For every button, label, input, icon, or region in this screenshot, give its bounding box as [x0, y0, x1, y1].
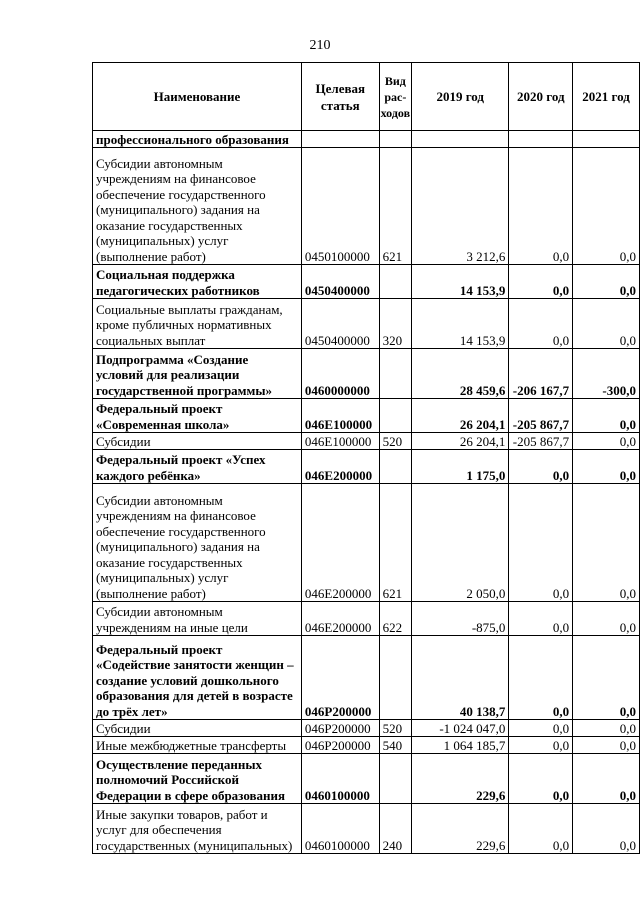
table-row — [93, 450, 640, 484]
row-type — [379, 265, 411, 299]
row-code: 046E200000 — [301, 484, 379, 602]
table-row — [93, 299, 640, 349]
row-2021: 0,0 — [573, 265, 640, 299]
row-2019: 26 204,1 — [412, 433, 509, 450]
row-2021: 0,0 — [573, 433, 640, 450]
row-2021: 0,0 — [573, 484, 640, 602]
row-2020: 0,0 — [509, 265, 573, 299]
row-type: 240 — [379, 804, 411, 854]
row-2021: 0,0 — [573, 148, 640, 265]
row-2020: -205 867,7 — [509, 433, 573, 450]
row-name: Социальные выплаты гражданам, кроме публичных нормативных социальных выплат — [93, 299, 302, 349]
row-2021: 0,0 — [573, 737, 640, 754]
table-row — [93, 484, 640, 602]
row-2019: 40 138,7 — [412, 636, 509, 720]
row-2021: 0,0 — [573, 450, 640, 484]
row-type: 540 — [379, 737, 411, 754]
row-type: 621 — [379, 484, 411, 602]
table-row — [93, 148, 640, 265]
row-name: Федеральный проект «Современная школа» — [93, 399, 302, 433]
table-row — [93, 804, 640, 854]
row-2020: 0,0 — [509, 636, 573, 720]
row-code: 0450400000 — [301, 265, 379, 299]
row-2019: 28 459,6 — [412, 349, 509, 399]
table-row — [93, 131, 640, 148]
row-2021: 0,0 — [573, 720, 640, 737]
row-name: Федеральный проект «Содействие занятости женщин – создание условий дошкольного образования для детей в возрасте до трёх лет» — [93, 636, 302, 720]
row-code: 046E100000 — [301, 433, 379, 450]
table-row — [93, 399, 640, 433]
row-type: 621 — [379, 148, 411, 265]
header-2019: 2019 год — [412, 63, 509, 131]
row-2020: 0,0 — [509, 737, 573, 754]
row-2021: -300,0 — [573, 349, 640, 399]
row-2019 — [412, 131, 509, 148]
row-type — [379, 399, 411, 433]
row-2020: 0,0 — [509, 754, 573, 804]
header-2020: 2020 год — [509, 63, 573, 131]
row-2019: 3 212,6 — [412, 148, 509, 265]
row-type — [379, 450, 411, 484]
row-2020: 0,0 — [509, 804, 573, 854]
row-2021: 0,0 — [573, 754, 640, 804]
header-row — [93, 63, 640, 131]
row-2020: 0,0 — [509, 450, 573, 484]
row-2019: 26 204,1 — [412, 399, 509, 433]
row-2020: 0,0 — [509, 148, 573, 265]
row-name: Социальная поддержка педагогических работников — [93, 265, 302, 299]
row-code: 0460100000 — [301, 804, 379, 854]
header-2021: 2021 год — [573, 63, 640, 131]
row-2019: 229,6 — [412, 754, 509, 804]
row-2020: -205 867,7 — [509, 399, 573, 433]
row-2021: 0,0 — [573, 636, 640, 720]
row-code: 046E200000 — [301, 450, 379, 484]
row-code: 0460100000 — [301, 754, 379, 804]
table-row — [93, 636, 640, 720]
row-code: 0460000000 — [301, 349, 379, 399]
row-name: Подпрограмма «Создание условий для реализации государственной программы» — [93, 349, 302, 399]
row-2020 — [509, 131, 573, 148]
row-name: Субсидии автономным учреждениям на иные цели — [93, 602, 302, 636]
row-2021 — [573, 131, 640, 148]
table-row — [93, 349, 640, 399]
header-code: Целевая статья — [301, 63, 379, 131]
row-2020: 0,0 — [509, 484, 573, 602]
row-2021: 0,0 — [573, 399, 640, 433]
row-type: 320 — [379, 299, 411, 349]
row-type — [379, 636, 411, 720]
row-code — [301, 131, 379, 148]
row-name: Иные межбюджетные трансферты — [93, 737, 302, 754]
row-name: Субсидии — [93, 720, 302, 737]
row-2021: 0,0 — [573, 299, 640, 349]
row-code: 0450400000 — [301, 299, 379, 349]
header-name: Наименование — [93, 63, 302, 131]
row-2021: 0,0 — [573, 602, 640, 636]
row-2019: 14 153,9 — [412, 265, 509, 299]
table-row — [93, 265, 640, 299]
page-number: 210 — [309, 38, 331, 53]
row-2019: 1 175,0 — [412, 450, 509, 484]
row-name: Субсидии автономным учреждениям на финансовое обеспечение государственного (муниципального) задания на оказание государственных (муниципальных) услуг (выполнение работ) — [93, 484, 302, 602]
row-2020: 0,0 — [509, 602, 573, 636]
table-row — [93, 754, 640, 804]
row-2020: 0,0 — [509, 299, 573, 349]
budget-table — [92, 62, 640, 854]
row-2019: 1 064 185,7 — [412, 737, 509, 754]
table-row — [93, 720, 640, 737]
table-row — [93, 737, 640, 754]
row-2019: -1 024 047,0 — [412, 720, 509, 737]
row-type: 520 — [379, 720, 411, 737]
row-2019: 229,6 — [412, 804, 509, 854]
row-2020: 0,0 — [509, 720, 573, 737]
row-name: Субсидии — [93, 433, 302, 450]
row-code: 046P200000 — [301, 737, 379, 754]
row-code: 046E100000 — [301, 399, 379, 433]
table-row — [93, 602, 640, 636]
row-2019: 14 153,9 — [412, 299, 509, 349]
row-type — [379, 349, 411, 399]
row-2021: 0,0 — [573, 804, 640, 854]
row-code: 046P200000 — [301, 720, 379, 737]
row-code: 046P200000 — [301, 636, 379, 720]
row-2020: -206 167,7 — [509, 349, 573, 399]
row-code: 0450100000 — [301, 148, 379, 265]
row-type: 622 — [379, 602, 411, 636]
row-type — [379, 131, 411, 148]
row-name: профессионального образования — [93, 131, 302, 148]
row-code: 046E200000 — [301, 602, 379, 636]
row-2019: 2 050,0 — [412, 484, 509, 602]
row-2019: -875,0 — [412, 602, 509, 636]
row-name: Федеральный проект «Успех каждого ребёнка» — [93, 450, 302, 484]
row-name: Осуществление переданных полномочий Российской Федерации в сфере образования — [93, 754, 302, 804]
header-type: Вид рас-ходов — [379, 63, 411, 131]
row-type — [379, 754, 411, 804]
row-type: 520 — [379, 433, 411, 450]
row-name: Субсидии автономным учреждениям на финансовое обеспечение государственного (муниципального) задания на оказание государственных (муниципальных) услуг (выполнение работ) — [93, 148, 302, 265]
row-name: Иные закупки товаров, работ и услуг для обеспечения государственных (муниципальных) — [93, 804, 302, 854]
table-row — [93, 433, 640, 450]
